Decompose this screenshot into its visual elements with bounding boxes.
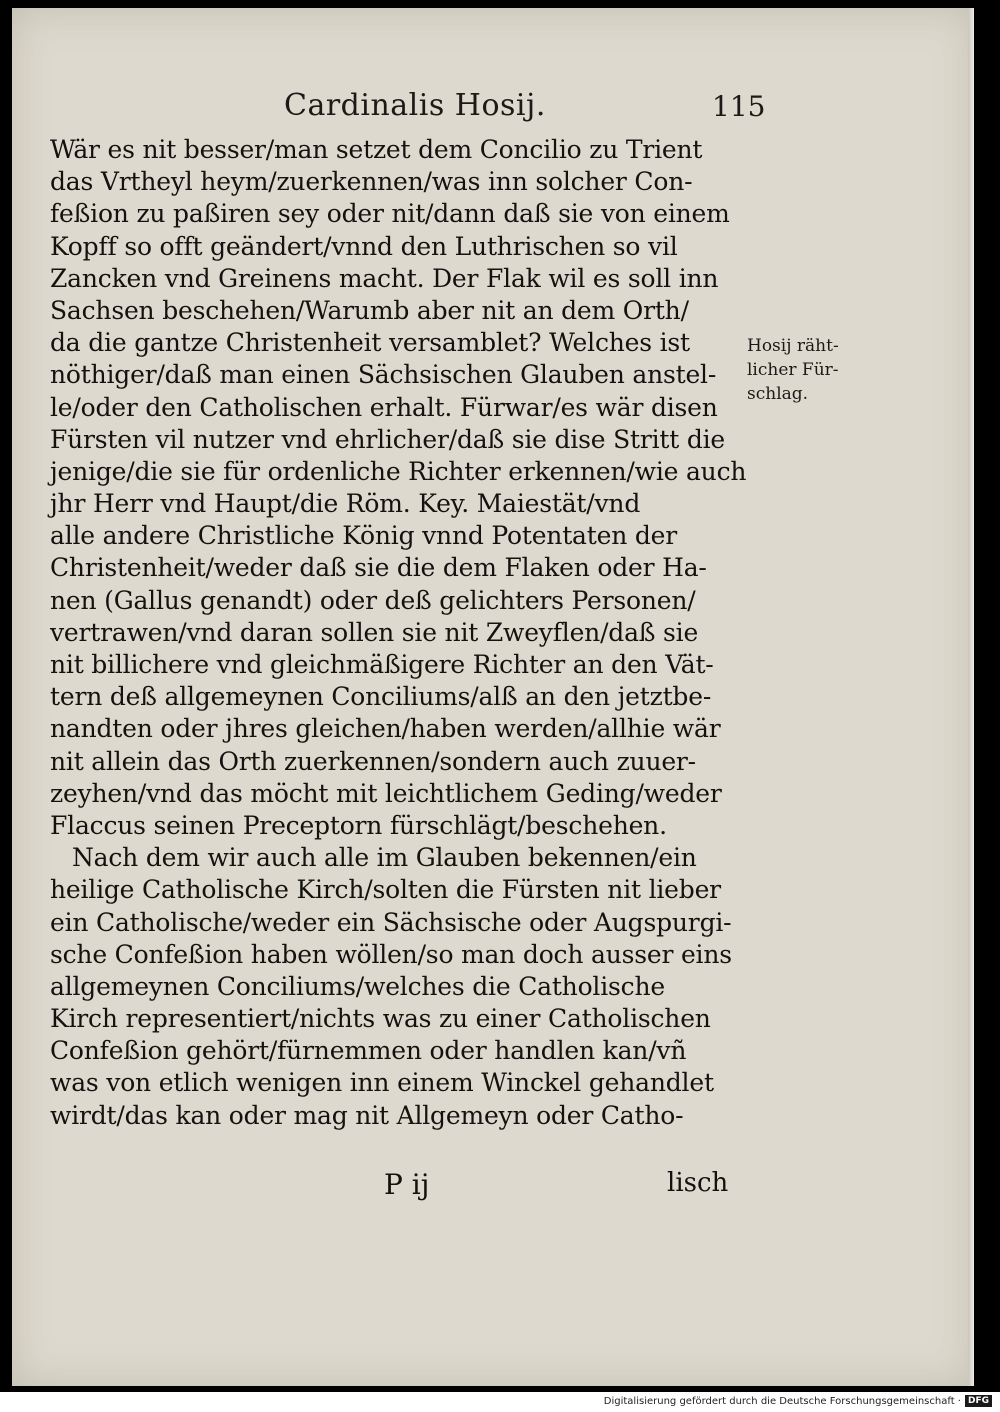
page-header: [12, 88, 974, 128]
text-line: nandten oder jhres gleichen/haben werden/allhie wär: [50, 714, 721, 744]
text-line-paragraph-start: Nach dem wir auch alle im Glauben bekennen/ein: [72, 843, 697, 873]
text-line: zeyhen/vnd das möcht mit leichtlichem Geding/weder: [50, 778, 722, 808]
text-line: sche Confeßion haben wöllen/so man doch ausser eins: [50, 939, 732, 969]
text-line: jenige/die sie für ordenliche Richter erkennen/wie auch: [50, 456, 747, 486]
text-line: heilige Catholische Kirch/solten die Fürsten nit lieber: [50, 875, 721, 905]
text-line: ein Catholische/weder ein Sächsische oder Augspurgi-: [50, 907, 732, 937]
text-line: nit allein das Orth zuerkennen/sondern auch zuuer-: [50, 746, 696, 776]
text-line: da die gantze Christenheit versamblet? Welches ist: [50, 328, 690, 358]
text-line: Flaccus seinen Preceptorn fürschlägt/beschehen.: [50, 810, 667, 840]
text-line: Fürsten vil nutzer vnd ehrlicher/daß sie dise Stritt die: [50, 424, 726, 454]
credit-text: Digitalisierung gefördert durch die Deutsche Forschungsgemeinschaft ·: [603, 1395, 961, 1407]
text-line: Christenheit/weder daß sie die dem Flaken oder Ha-: [50, 553, 707, 583]
text-line: nöthiger/daß man einen Sächsischen Glauben anstel-: [50, 360, 717, 390]
book-page: [12, 8, 974, 1386]
text-line: le/oder den Catholischen erhalt. Fürwar/es wär disen: [50, 392, 718, 422]
marginal-note-line: schlag.: [747, 384, 809, 404]
text-line: tern deß allgemeynen Conciliums/alß an den jetztbe-: [50, 682, 712, 712]
text-line: nen (Gallus genandt) oder deß gelichters Personen/: [50, 585, 696, 615]
text-line: nit billichere vnd gleichmäßigere Richter an den Vät-: [50, 650, 714, 679]
body-text: [50, 134, 754, 1132]
text-line: Confeßion gehört/fürnemmen oder handlen kan/vñ: [50, 1036, 687, 1066]
text-line: alle andere Christliche König vnnd Potentaten der: [50, 521, 677, 551]
marginal-note-line: licher Für-: [747, 360, 839, 380]
page-footer: [12, 1168, 974, 1208]
text-line: Wär es nit besser/man setzet dem Concilio zu Trient: [50, 135, 703, 164]
text-line: Kopff so offt geändert/vnnd den Luthrischen so vil: [50, 231, 678, 261]
page-number: 115: [712, 90, 766, 123]
text-line: was von etlich wenigen inn einem Winckel gehandlet: [50, 1068, 714, 1098]
text-line: feßion zu paßiren sey oder nit/dann daß sie von einem: [50, 199, 730, 229]
text-line: wirdt/das kan oder mag nit Allgemeyn oder Catho-: [50, 1100, 684, 1130]
text-line: Kirch representiert/nichts was zu einer Catholischen: [50, 1004, 711, 1034]
text-line: vertrawen/vnd daran sollen sie nit Zweyflen/daß sie: [50, 617, 699, 647]
text-line: allgemeynen Conciliums/welches die Catholische: [50, 971, 665, 1001]
running-title: Cardinalis Hosij.: [284, 88, 546, 123]
text-line: Zancken vnd Greinens macht. Der Flak wil es soll inn: [50, 263, 719, 293]
text-line: jhr Herr vnd Haupt/die Röm. Key. Maiestät/vnd: [50, 489, 641, 519]
signature-mark: P ij: [384, 1168, 430, 1201]
digitization-credit: [604, 1395, 992, 1407]
marginal-note-line: Hosij räht-: [747, 336, 839, 356]
text-line: Sachsen beschehen/Warumb aber nit an dem Orth/: [50, 295, 689, 325]
page-edge: [968, 8, 974, 1386]
catchword: lisch: [667, 1168, 729, 1198]
marginal-note: [747, 334, 859, 406]
dfg-logo: DFG: [965, 1395, 992, 1407]
text-line: das Vrtheyl heym/zuerkennen/was inn solcher Con-: [50, 167, 693, 197]
